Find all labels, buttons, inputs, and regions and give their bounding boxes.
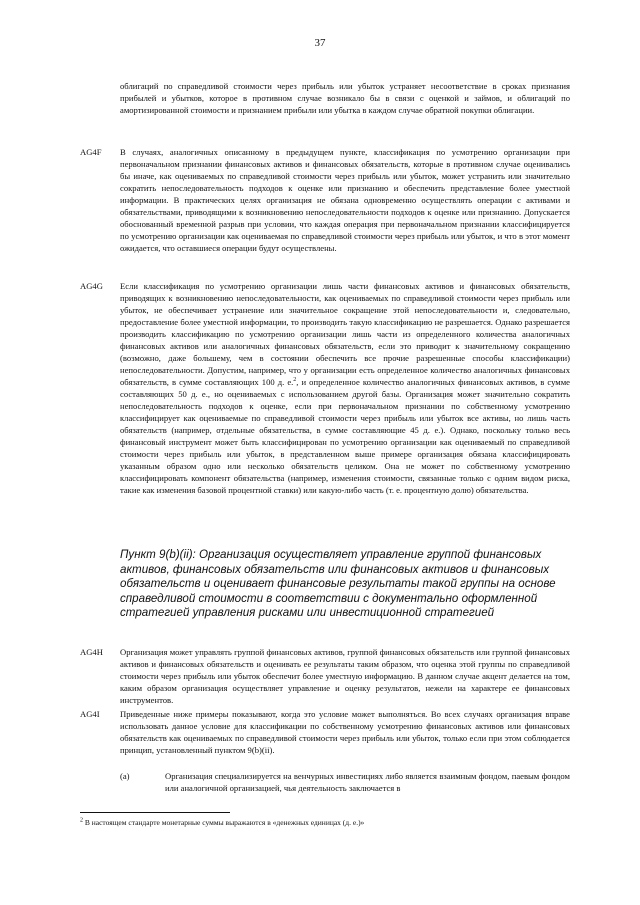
text-part: Если классификация по усмотрению организации лишь части финансовых активов и финансовых обязательств, приводящих к возникновению непоследовательности, как оцениваемых по справедливой стоимости через прибыль или убыток, не обеспечивает устранение или значительное сокращение этой непоследовательности и, следовательно, предоставление более уместной информации, то производить такую классификацию не разрешается. Однако разрешается производить классификацию по усмотрению организации лишь части из определенного количества аналогичных финансовых активов или аналогичных финансовых обязательств, если это приводит к значительному сокращению (возможно, даже большему, чем в состоянии обеспечить все прочие разрешенные способы классификации) непоследовательности. Допустим, например, что у организации есть определенное количество аналогичных финансовых обязательств, в сумме составляющих 100 д. е. — [120, 281, 570, 387]
paragraph-ag4f — [80, 146, 570, 254]
text-part: , и определенное количество аналогичных финансовых активов, в сумме составляющих 50 д. е., но оцениваемых с использованием другой базы. Организация может значительно сократить непоследовательность подходов к оценке, если при первоначальном признании по собственному усмотрению классифицирует как оцениваемые по справедливой стоимости через прибыль или убыток все активы, но лишь часть обязательств (например, отдельные обязательства, в сумме составляющие 45 д. е.). Однако, поскольку только весь финансовый инструмент может быть классифицирован по усмотрению организации как оцениваемый по справедливой стоимости через прибыль или убыток, в представленном выше примере организация обязана классифицировать указанным образом одно или несколько обязательств целиком. Она не может по собственному усмотрению классифицировать компонент обязательства (например, изменения стоимости, связанные только с одним видом риска, такие как изменения базовой процентной ставки) или какую-либо часть (т. е. процентную долю) обязательства. — [120, 377, 570, 495]
paragraph-number: AG4H — [80, 647, 103, 657]
paragraph-number: AG4F — [80, 147, 102, 157]
paragraph-text — [120, 280, 570, 496]
paragraph-ag4g — [80, 280, 570, 496]
page-number: 37 — [314, 37, 326, 49]
paragraph-text: Приведенные ниже примеры показывают, когда это условие может выполняться. Во всех случаях организация вправе использовать данное условие для классификации по собственному усмотрению финансовых активов или финансовых обязательств как оцениваемых по справедливой стоимости через прибыль или убыток, только если при этом соблюдается принцип, установленный пунктом 9(b)(ii). — [120, 709, 570, 755]
paragraph-number: AG4I — [80, 709, 100, 719]
paragraph-text: Организация может управлять группой финансовых активов, группой финансовых обязательств или группой финансовых активов и финансовых обязательств и оценивать ее результаты таким образом, что оценка этой группы по справедливой стоимости через прибыль или убыток обеспечит более уместную информацию. В данном случае акцент делается на том, каким образом организация осуществляет управление и оценку результатов, нежели на характере ее финансовых инструментов. — [120, 647, 570, 705]
continuation-paragraph — [80, 80, 570, 116]
subitem-text: Организация специализируется на венчурных инвестициях либо является взаимным фондом, паевым фондом или аналогичной организацией, чья деятельность заключается в — [165, 771, 570, 793]
footnote-divider — [80, 812, 230, 813]
paragraph-ag4h — [80, 646, 570, 706]
paragraph-text: В случаях, аналогичных описанному в предыдущем пункте, классификация по усмотрению организации при первоначальном признании финансовых активов и финансовых обязательств, которые в противном случае оценивались бы иначе, как оцениваемых по справедливой стоимости через прибыль или убыток, может устранить или значительно сократить непоследовательность подходов к оценке или признанию и обеспечить представление более уместной информации. В практических целях организация не обязана одновременно осуществлять операции с активами и обязательствами, приводящими к возникновению непоследовательности подходов к оценке или признанию. Допускается обоснованный временной разрыв при условии, что каждая операция при первоначальном признании классифицируется по усмотрению организации как оцениваемая по справедливой стоимости через прибыль или убыток, и что в этот момент ожидается, что оставшиеся операции будут осуществлены. — [120, 147, 570, 253]
section-heading: Пункт 9(b)(ii): Организация осуществляет управление группой финансовых активов, финансовых обязательств или финансовых активов и финансовых обязательств и оценивает финансовые результаты такой группы на основе справедливой стоимости в соответствии с документально оформленной стратегией управления рисками или инвестиционной стратегией — [120, 548, 556, 619]
paragraph-ag4i — [80, 708, 570, 756]
footnote — [80, 818, 570, 828]
paragraph-text: облигаций по справедливой стоимости через прибыль или убыток устраняет несоответствие в сроках признания прибылей и убытков, которое в противном случае возникало бы в связи с оценкой и займов, и облигаций по амортизированной стоимости и признанием прибыли или убытка в каждом случае обратной покупки облигации. — [120, 81, 570, 115]
subitem-a — [120, 770, 570, 794]
footnote-mark: 2 — [80, 817, 83, 824]
paragraph-number: AG4G — [80, 281, 103, 291]
footnote-ref: 2 — [293, 377, 297, 384]
subitem-label: (a) — [120, 771, 130, 781]
footnote-text: В настоящем стандарте монетарные суммы выражаются в «денежных единицах (д. е.)» — [83, 818, 365, 827]
